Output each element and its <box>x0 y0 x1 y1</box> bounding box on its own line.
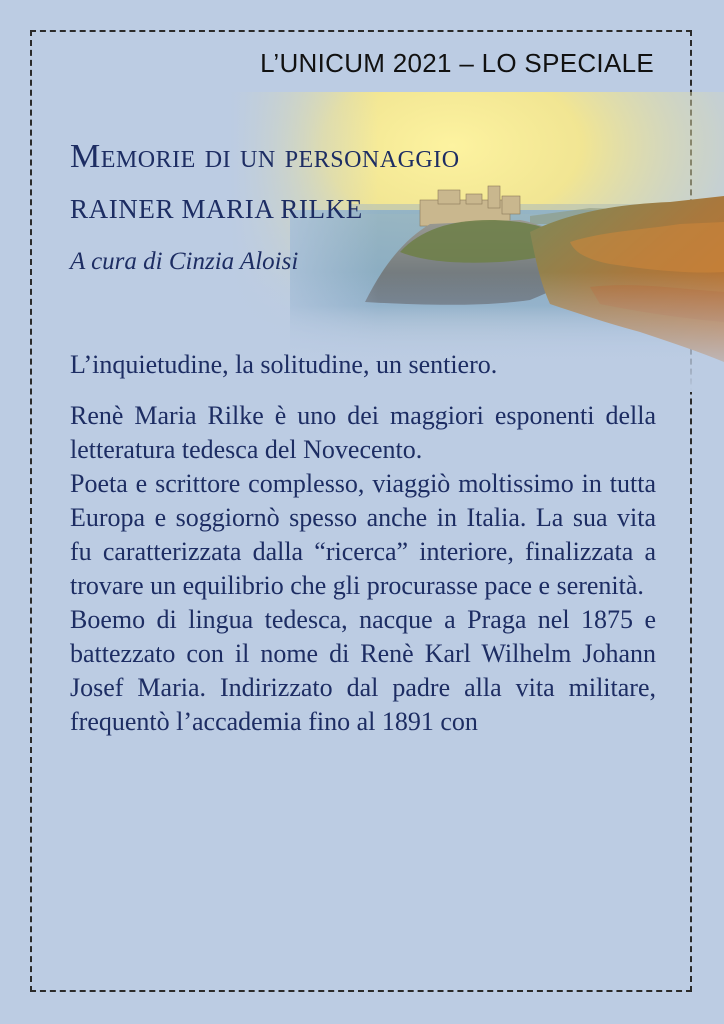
article-subtitle: RAINER MARIA RILKE <box>70 194 363 224</box>
issue-header: L’UNICUM 2021 – LO SPECIALE <box>260 48 654 78</box>
article-body <box>70 399 656 739</box>
paragraph: Poeta e scrittore complesso, viaggiò moltissimo in tutta Europa e soggiornò spesso anche in Italia. La sua vita fu caratterizzata dalla “ricerca” interiore, finalizzata a trovare un equilibrio che gli procurasse pace e serenità. <box>70 469 656 600</box>
paragraph: Renè Maria Rilke è uno dei maggiori esponenti della letteratura tedesca del Novecento. <box>70 401 656 464</box>
article-byline: A cura di Cinzia Aloisi <box>70 248 299 275</box>
article-title: Memorie di un personaggio <box>70 138 460 175</box>
paragraph: Boemo di lingua tedesca, nacque a Praga nel 1875 e battezzato con il nome di Renè Karl Wilhelm Johann Josef Maria. Indirizzato dal padre alla vita militare, frequentò l’accademia fino al 1891 con <box>70 605 656 736</box>
article-lead: L’inquietudine, la solitudine, un sentiero. <box>70 350 498 379</box>
castle-landscape-illustration <box>230 92 724 392</box>
